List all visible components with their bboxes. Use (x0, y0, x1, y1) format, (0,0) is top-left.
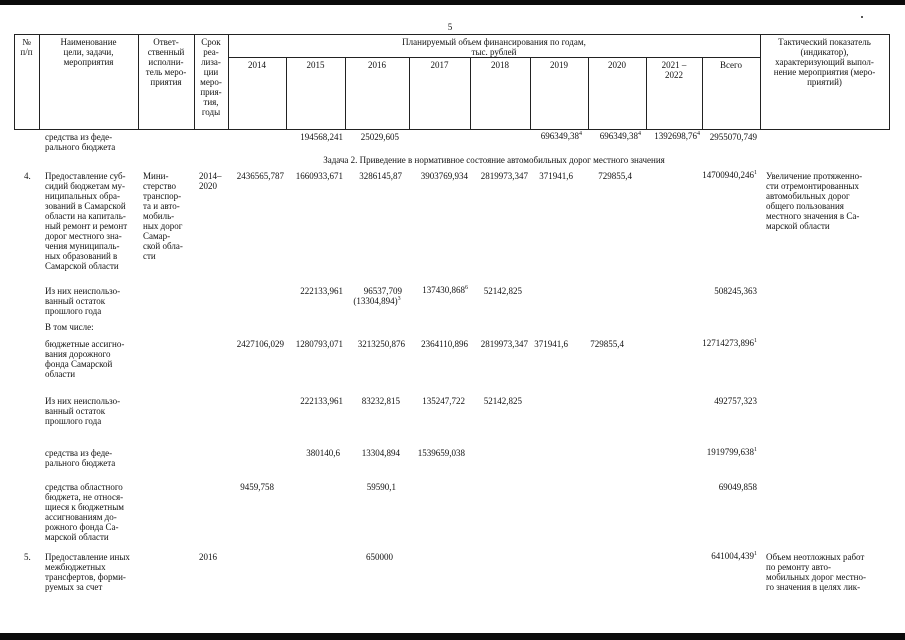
cell: 2819973,347 (480, 339, 528, 349)
header-num: № п/п (20, 37, 33, 57)
cell: 135247,722 (422, 396, 465, 406)
year-total: Всего (719, 60, 743, 70)
year-2021-2022: 2021 – 2022 (661, 60, 687, 80)
cell: 13304,894 (361, 448, 400, 458)
years-header-line (228, 57, 760, 58)
row-budget-name: бюджетные ассигно- вания дорожного фонда Самарской области (45, 339, 125, 379)
scan-dot (861, 16, 863, 18)
item-4-responsible: Мини- стерство транспор- та и авто- мобиль- ных дорог Самар- ской обла- сти (143, 171, 183, 261)
year-2015: 2015 (306, 60, 325, 70)
cell: 25029,605 (360, 132, 399, 142)
cell: 650000 (366, 552, 393, 562)
item-4-name: Предоставление суб- сидий бюджетам му- ниципальных обра- зований в Самарской области на капиталь- ный ремонт и ремонт дорог местного зна- чения муниципаль- ных образований в Самарской области (45, 171, 128, 271)
header-indicator: Тактический показатель (индикатор), характеризующий выпол- нение мероприятия (меро- приятий) (773, 37, 876, 87)
year-2018: 2018 (491, 60, 509, 70)
bottom-border (0, 633, 905, 640)
year-2019: 2019 (550, 60, 568, 70)
header-responsible: Ответ- ственный исполни- тель меро- приятия (145, 37, 187, 87)
cell: 83232,815 (361, 396, 400, 406)
cell: 2955070,749 (709, 132, 757, 142)
item-5-name: Предоставление иных межбюджетных трансфертов, форми- руемых за счет (45, 552, 130, 592)
cell: 14700940,246$^1$ (702, 170, 757, 180)
cell: 729855,4 (598, 171, 632, 181)
item-4-indicator: Увеличение протяженно- сти отремонтированных автомобильных дорог общего пользования местного значения в Са- марской области (766, 171, 863, 231)
year-2016: 2016 (368, 60, 386, 70)
including-label: В том числе: (45, 322, 94, 332)
header-term: Срок реа- лиза- ции меро- прия- тия, годы (200, 37, 222, 117)
cell: 1280793,071 (295, 339, 343, 349)
cell: 492757,323 (714, 396, 757, 406)
cell: 59590,1 (366, 482, 396, 492)
cell: 2427106,029 (236, 339, 284, 349)
page-number: 5 (447, 22, 453, 32)
cell: 52142,825 (483, 396, 522, 406)
cell: 137430,868$^6$ (422, 285, 468, 295)
item-5-indicator: Объем неотложных работ по ремонту авто- мобильных дорог местно- го значения в целях лик- (766, 552, 866, 592)
header-name: Наименование цели, задачи, мероприятия (60, 37, 117, 67)
cell: 508245,363 (714, 286, 757, 296)
item-4-remain-name: Из них неиспользо- ванный остаток прошлого года (45, 286, 121, 316)
cell: 222133,961 (300, 396, 343, 406)
cell: 194568,241 (300, 132, 343, 142)
cell: 3286145,87 (359, 171, 402, 181)
task-2-heading: Задача 2. Приведение в нормативное состояние автомобильных дорог местного значения (323, 155, 665, 165)
cell: 96537,709 (363, 286, 402, 296)
item-5-num: 5. (24, 552, 31, 562)
table-top-line (14, 34, 889, 35)
cell: 2364110,896 (421, 339, 468, 349)
item-5-term: 2016 (199, 552, 217, 562)
year-2020: 2020 (608, 60, 626, 70)
item-4-num: 4. (24, 171, 31, 181)
item-4-term: 2014– 2020 (199, 171, 222, 191)
cell: 9459,758 (240, 482, 274, 492)
cell: 69049,858 (718, 482, 757, 492)
cell: 696349,38$^4$ (599, 131, 641, 141)
cell: 3213250,876 (357, 339, 405, 349)
row-fed-top-name: средства из феде- рального бюджета (45, 132, 116, 152)
cell: 3903769,934 (420, 171, 468, 181)
year-2017: 2017 (430, 60, 449, 70)
row-regional-name: средства областного бюджета, не относя- щиеся к бюджетным ассигнованиям до- рожного фонда Са- марской области (45, 482, 124, 542)
cell: 696349,38$^4$ (540, 131, 582, 141)
cell: 371941,6 (534, 339, 568, 349)
cell: 1660933,671 (295, 171, 343, 181)
cell: 12714273,896$^1$ (702, 338, 757, 348)
cell: 222133,961 (300, 286, 343, 296)
cell: 1539659,038 (417, 448, 465, 458)
header-bottom-line (14, 129, 889, 130)
cell: 1392698,76$^4$ (654, 131, 700, 141)
cell: 2819973,347 (480, 171, 528, 181)
cell: 371941,6 (539, 171, 573, 181)
year-2014: 2014 (248, 60, 266, 70)
cell: 380140,6 (306, 448, 340, 458)
top-border (0, 0, 905, 5)
col-border (889, 34, 890, 130)
row-budget-remain-name: Из них неиспользо- ванный остаток прошлого года (45, 396, 121, 426)
cell: 1919799,638$^1$ (706, 447, 757, 457)
cell: 729855,4 (590, 339, 624, 349)
header-finance: Планируемый объем финансирования по годам, тыс. рублей (402, 37, 586, 57)
row-fed-name: средства из феде- рального бюджета (45, 448, 116, 468)
cell: 52142,825 (483, 286, 522, 296)
cell: 2436565,787 (236, 171, 284, 181)
cell: $(13304,894)^3$ (353, 296, 401, 306)
cell: 641004,439$^1$ (711, 551, 757, 561)
